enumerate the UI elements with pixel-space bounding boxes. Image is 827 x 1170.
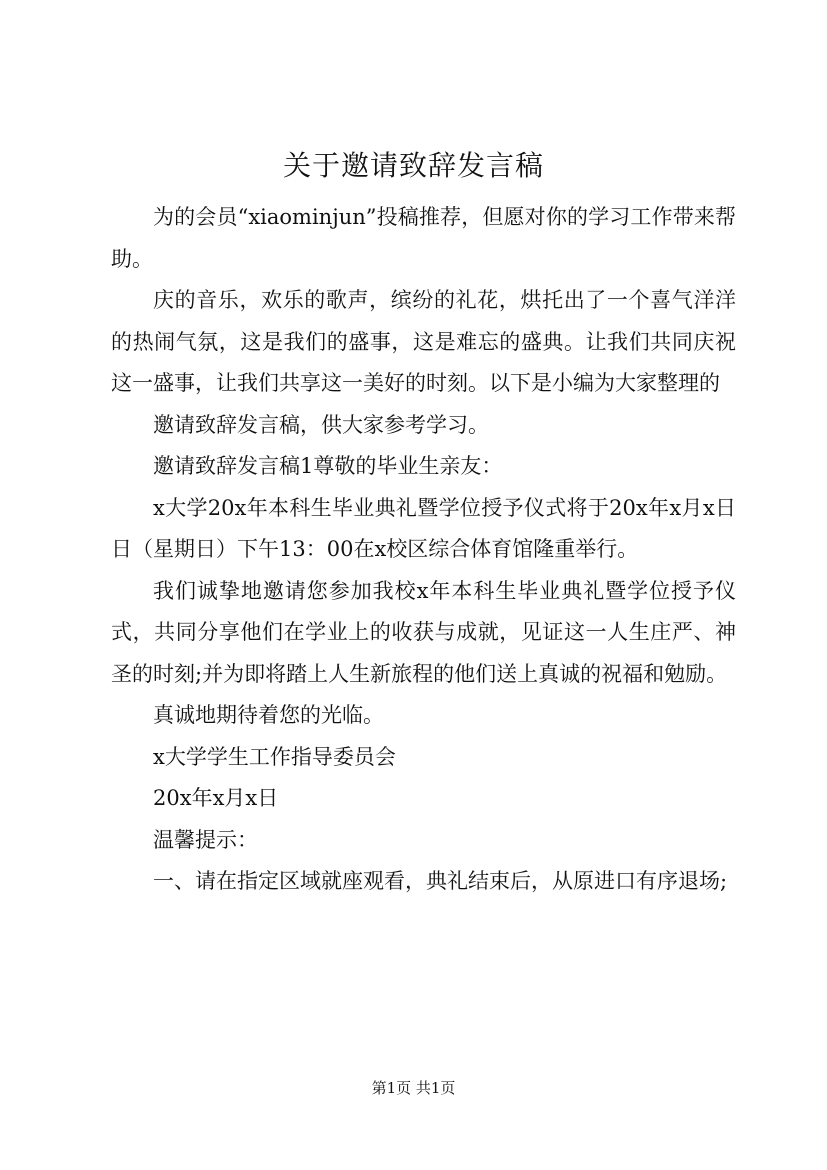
paragraph-ceremony-info: x大学20x年本科生毕业典礼暨学位授予仪式将于20x年x月x日日（星期日）下午13：00在x校区综合体育馆隆重举行。 — [111, 495, 736, 561]
document-title: 关于邀请致辞发言稿 — [282, 149, 544, 182]
paragraph-salutation: 邀请致辞发言稿1尊敬的毕业生亲友： — [153, 454, 503, 478]
paragraph-reference: 邀请致辞发言稿，供大家参考学习。 — [153, 412, 489, 437]
paragraph-intro: 为的会员“xiaominjun”投稿推荐，但愿对你的学习工作带来帮助。 — [111, 205, 736, 271]
paragraph-closing: 真诚地期待着您的光临。 — [153, 703, 384, 727]
paragraph-notice-item-1: 一、请在指定区域就座观看，典礼结束后，从原进口有序退场; — [153, 869, 728, 893]
paragraph-notice-heading: 温馨提示： — [153, 827, 258, 852]
paragraph-celebration: 庆的音乐，欢乐的歌声，缤纷的礼花，烘托出了一个喜气洋洋的热闹气氛，这是我们的盛事，这是难忘的盛典。让我们共同庆祝这一盛事，让我们共享这一美好的时刻。以下是小编为大家整理的 — [111, 288, 736, 395]
paragraph-invitation: 我们诚挚地邀请您参加我校x年本科生毕业典礼暨学位授予仪式，共同分享他们在学业上的收获与成就，见证这一人生庄严、神圣的时刻;并为即将踏上人生新旅程的他们送上真诚的祝福和勉励。 — [111, 578, 736, 686]
document-body — [111, 197, 736, 903]
paragraph-date: 20x年x月x日 — [153, 786, 279, 810]
paragraph-signature: x大学学生工作指导委员会 — [153, 744, 396, 769]
page-number-footer: 第1页 共1页 — [371, 1079, 456, 1097]
